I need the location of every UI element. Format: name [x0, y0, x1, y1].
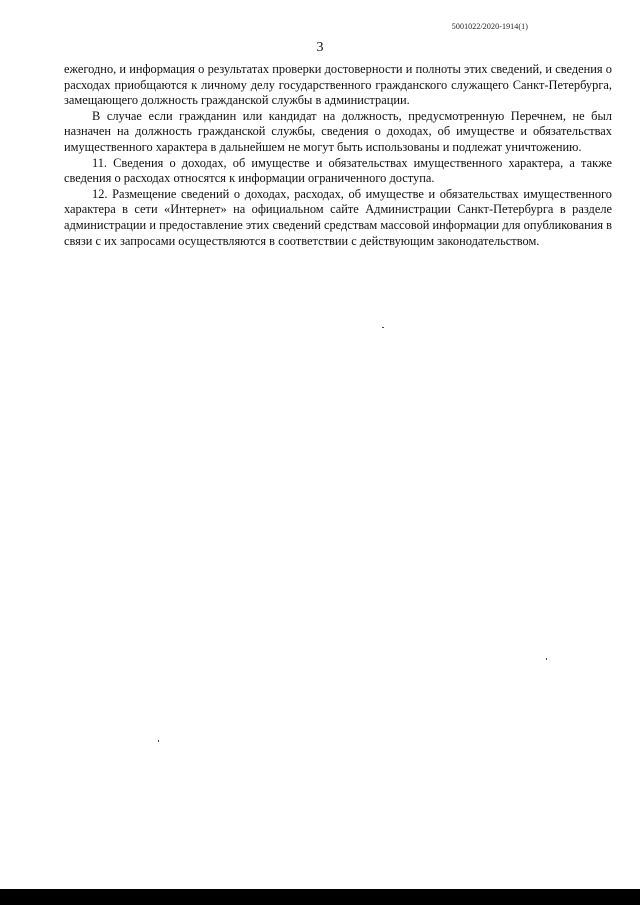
scan-speck [546, 658, 547, 660]
page-number: 3 [316, 40, 324, 55]
paragraph-12: 12. Размещение сведений о доходах, расходах, об имуществе и обязательствах имущественного характера в сети «Интернет» на официальном сайте Администрации Санкт-Петербурга в разделе администрации и предоставление этих сведений средствам массовой информации для опубликования в связи с их запросами осуществляются в соответствии с действующим законодательством. [64, 186, 612, 248]
document-number: 5001022/2020-1914(1) [451, 22, 528, 31]
document-body [64, 62, 612, 249]
scan-speck [382, 327, 384, 328]
paragraph-candidate-not-appointed: В случае если гражданин или кандидат на должность, предусмотренную Перечнем, не был назначен на должность гражданской службы, сведения о доходах, об имуществе и обязательствах имущественного характера в дальнейшем не могут быть использованы и подлежат уничтожению. [64, 108, 612, 154]
scan-speck [158, 740, 159, 742]
paragraph-11: 11. Сведения о доходах, об имуществе и обязательствах имущественного характера, а также сведения о расходах относятся к информации ограниченного доступа. [64, 155, 612, 186]
scan-bottom-edge [0, 889, 640, 905]
paragraph-continuation: ежегодно, и информация о результатах проверки достоверности и полноты этих сведений, и сведения о расходах приобщаются к личному делу государственного гражданского служащего Санкт-Петербурга, замещающего должность гражданской службы в администрации. [64, 62, 612, 108]
